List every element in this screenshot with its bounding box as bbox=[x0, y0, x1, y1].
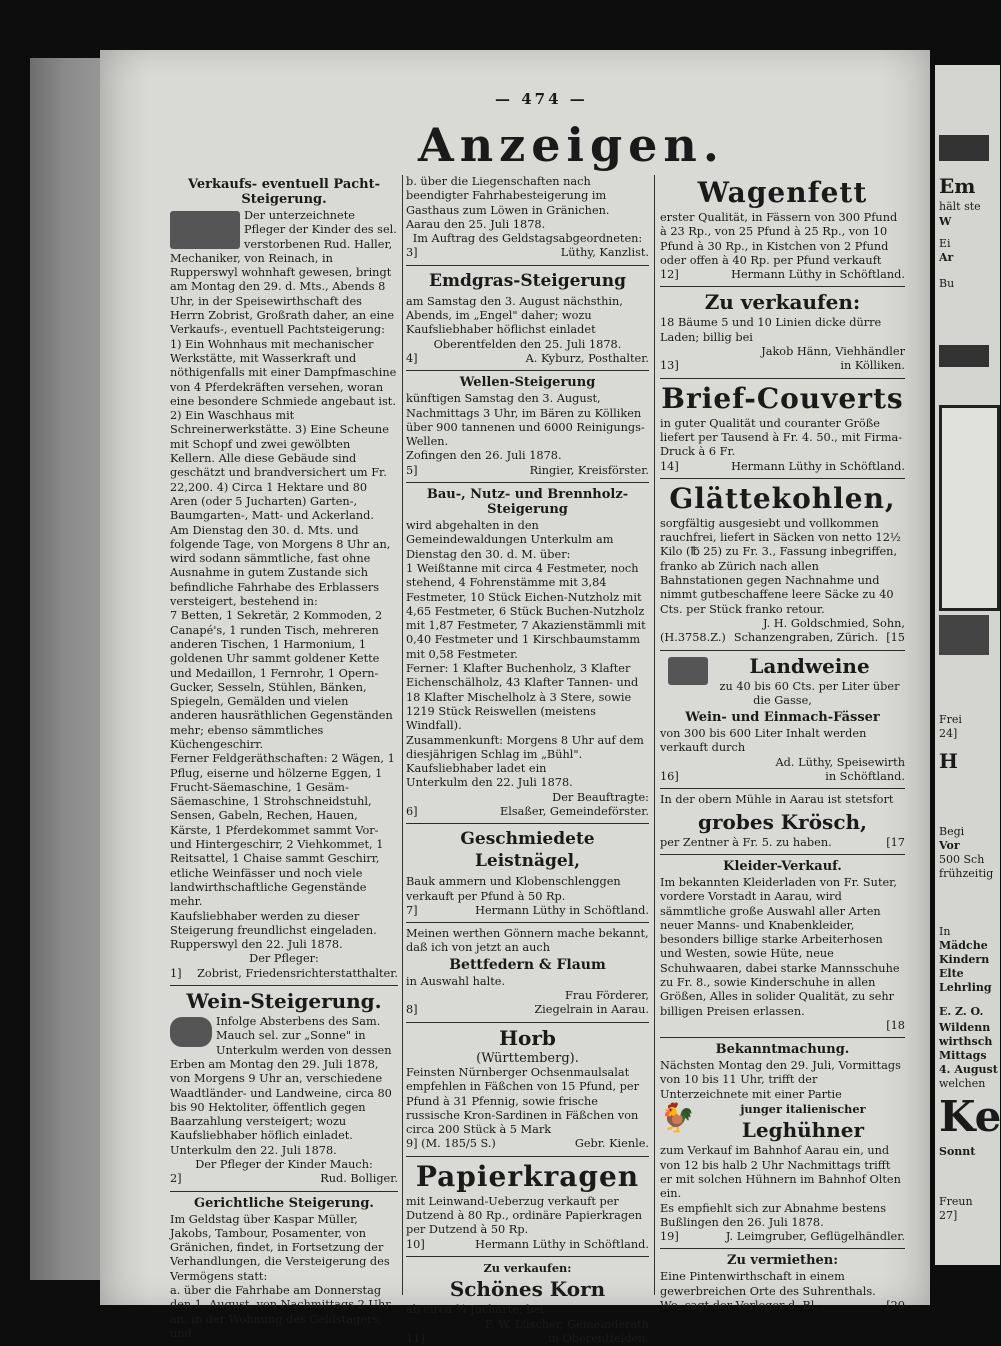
chicken-icon: 🐓 bbox=[660, 1101, 695, 1135]
barrel-icon bbox=[170, 1017, 212, 1047]
ad-separator bbox=[660, 1248, 905, 1249]
ad-text: Kaufsliebhaber ladet ein bbox=[406, 762, 547, 776]
ad-signature: Rud. Bolliger. bbox=[320, 1172, 398, 1186]
ad-number: 14] bbox=[660, 459, 679, 473]
adjacent-page-text: Frei bbox=[939, 713, 962, 726]
adjacent-page-image bbox=[939, 615, 989, 655]
adjacent-page-image bbox=[939, 135, 989, 161]
ad-13 bbox=[660, 291, 905, 373]
ad-signature: Hermann Lüthy in Schöftland. bbox=[731, 268, 905, 282]
ad-signature: J. Leimgruber, Geflügelhändler. bbox=[725, 1230, 905, 1244]
ad-separator bbox=[406, 265, 649, 266]
ad-text: 1) Ein Wohnhaus mit mechanischer Werkstätte, mit Wasserkraft und nöthigenfalls mit einer Dampfmaschine von 4 Pferdekräften versehen, woran eine besondere Schmiede angebaut ist. 2) Ein Waschhaus mit Schreinerwerkstätte. 3) Eine Scheune mit Schopf und zwei gewölbten Kellern. Alle diese Gebäude sind geschätzt und brandversichert um Fr. 22,200. 4) Circa 1 Hektare und 80 Aren (oder 5 Jucharten) Garten-, Baumgarten-, Matt- und Ackerland. bbox=[170, 337, 397, 523]
adjacent-page-text: Begi bbox=[939, 825, 965, 838]
ad-text: von 300 bis 600 Liter Inhalt werden verkauft durch bbox=[660, 727, 867, 755]
adjacent-page-image bbox=[939, 345, 989, 367]
adjacent-page-fragment bbox=[935, 65, 1000, 1265]
ad-signature: in Kölliken. bbox=[840, 359, 905, 373]
newspaper-page bbox=[100, 50, 930, 1345]
ad-number: [17 bbox=[886, 835, 905, 849]
ad-separator bbox=[660, 1037, 905, 1038]
ad-text: Nächsten Montag den 29. Juli, Vormittags von 10 bis 11 Uhr, trifft der Unterzeichnete mit einer Partie bbox=[660, 1059, 901, 1101]
ad-1 bbox=[170, 177, 398, 981]
ad-20 bbox=[660, 1253, 905, 1313]
ad-3 bbox=[170, 1196, 398, 1342]
ad-signature: in Schöftland. bbox=[825, 770, 905, 784]
ad-separator bbox=[406, 370, 649, 371]
column-divider bbox=[654, 175, 655, 1295]
adjacent-page-text: Bu bbox=[939, 277, 955, 290]
ad-title: Verkaufs- eventuell Pacht-Steigerung. bbox=[187, 177, 381, 207]
ad-date: Aarau den 25. Juli 1878. bbox=[406, 217, 546, 231]
ad-signature: Lüthy, Kanzlist. bbox=[560, 246, 649, 260]
column-2 bbox=[406, 175, 649, 1346]
ad-3-cont bbox=[406, 175, 649, 261]
ad-number: 12] bbox=[660, 268, 679, 282]
ad-separator bbox=[406, 482, 649, 483]
adjacent-page-text: 500 Sch bbox=[939, 853, 985, 866]
adjacent-page-text: Freun bbox=[939, 1195, 973, 1208]
ad-signature: Schanzengraben, Zürich. bbox=[733, 631, 879, 645]
ad-17 bbox=[660, 793, 905, 850]
ad-title: Kleider-Verkauf. bbox=[723, 858, 842, 874]
ad-8 bbox=[406, 927, 649, 1017]
ad-separator bbox=[406, 1022, 649, 1023]
ad-5 bbox=[406, 375, 649, 478]
ad-separator bbox=[660, 378, 905, 379]
ad-pretitle: Zu verkaufen: bbox=[483, 1260, 572, 1275]
adjacent-page-text: Sonnt bbox=[939, 1145, 976, 1158]
adjacent-page-text: Kindern bbox=[939, 953, 990, 966]
ad-signature: Hermann Lüthy in Schöftland. bbox=[731, 459, 905, 473]
ad-title: Landweine bbox=[749, 653, 870, 678]
adjacent-page-text: E. Z. O. bbox=[939, 1005, 984, 1018]
ad-number: 8] bbox=[406, 1003, 418, 1017]
ad-separator bbox=[406, 823, 649, 824]
adjacent-page-text: Ar bbox=[939, 251, 954, 264]
ad-signature: Hermann Lüthy in Schöftland. bbox=[475, 903, 649, 917]
barrel-icon bbox=[668, 657, 708, 685]
ad-number: [18 bbox=[886, 1018, 905, 1032]
ad-name: Frau Förderer, bbox=[564, 989, 649, 1003]
ad-text: am Samstag den 3. August nächsthin, Abends, im „Engel" daher; wozu Kaufsliebhaber höflichst einladet bbox=[406, 294, 623, 337]
ad-number: 19] bbox=[660, 1230, 679, 1244]
ad-title: grobes Krösch, bbox=[698, 809, 867, 834]
ad-text: in guter Qualität und couranter Größe liefert per Tausend à Fr. 4. 50., mit Firma-Druck à 6 Fr. bbox=[660, 416, 903, 459]
adjacent-page-text: In bbox=[939, 925, 951, 938]
ad-16 bbox=[660, 655, 905, 785]
ad-subtitle: (Württemberg). bbox=[476, 1050, 579, 1066]
ad-date: Zofingen den 26. Juli 1878. bbox=[406, 449, 562, 463]
adjacent-page-text: Em bbox=[939, 174, 976, 198]
masthead: Anzeigen. bbox=[418, 118, 725, 172]
ad-title: Geschmiedete Leistnägel, bbox=[460, 829, 595, 872]
ad-signature: Ziegelrain in Aarau. bbox=[534, 1003, 649, 1017]
ad-number: 7] bbox=[406, 903, 418, 917]
ad-separator bbox=[660, 854, 905, 855]
ad-separator bbox=[660, 286, 905, 287]
ad-code: (H.3758.Z.) bbox=[660, 631, 726, 645]
adjacent-page-text: Vor bbox=[939, 839, 960, 852]
adjacent-page-text: 27] bbox=[939, 1209, 958, 1222]
ad-number: 2] bbox=[170, 1172, 182, 1186]
ad-title: Schönes Korn bbox=[449, 1277, 606, 1302]
ad-signature: Elsaßer, Gemeindeförster. bbox=[499, 804, 649, 818]
ad-role: Der Beauftragte: bbox=[552, 790, 649, 804]
adjacent-page-text: Lehrling bbox=[939, 981, 992, 994]
ad-number: 9] (M. 185/5 S.) bbox=[406, 1137, 496, 1151]
ad-text: Feinsten Nürnberger Ochsenmaulsalat empfehlen in Fäßchen von 15 Pfund, per Pfund à 31 Pfennig, sowie frische russische Kron-Sardinen in Fäßchen von circa 200 Stück à 5 Mark bbox=[406, 1065, 640, 1137]
ad-19 bbox=[660, 1042, 905, 1244]
ad-text: per Zentner à Fr. 5. zu haben. bbox=[660, 835, 832, 849]
ad-title: junger italienischer bbox=[740, 1102, 866, 1117]
ad-text: Infolge Absterbens des Sam. Mauch sel. zur „Sonne" in Unterkulm werden von dessen Erben am Montag den 29. Juli 1878, von Morgens 9 Uhr an, verschiedene Waadtländer- und Landweine, circa 80 bis 90 Hektoliter, öffentlich gegen Baarzahlung versteigert; wozu Kaufsliebhaber höflich einladet. bbox=[170, 1015, 392, 1143]
ad-text: mit Leinwand-Ueberzug verkauft per Dutzend à 80 Rp., ordinäre Papierkragen per Dutzend à 50 Rp. bbox=[406, 1194, 643, 1237]
ad-title: Emdgras-Steigerung bbox=[429, 270, 626, 291]
ad-2 bbox=[170, 990, 398, 1187]
ad-11 bbox=[406, 1261, 649, 1346]
column-divider bbox=[402, 175, 403, 1295]
ad-number: 6] bbox=[406, 804, 418, 818]
ad-4 bbox=[406, 270, 649, 366]
adjacent-page-text: Wildenn bbox=[939, 1021, 991, 1034]
ad-18 bbox=[660, 859, 905, 1033]
ad-text: In der obern Mühle in Aarau ist stetsfort bbox=[660, 793, 894, 807]
ad-title: Wagenfett bbox=[697, 176, 868, 209]
ad-name: Jakob Hänn, Viehhändler bbox=[761, 345, 905, 359]
ad-role: Der Pfleger: bbox=[249, 952, 319, 966]
adjacent-page-text: wirthsch bbox=[939, 1035, 993, 1048]
ad-title: Leghühner bbox=[741, 1118, 865, 1143]
adjacent-page-text: hält ste bbox=[939, 200, 981, 213]
ad-text: in Auswahl halte. bbox=[406, 974, 506, 988]
ad-text: Eine Pintenwirthschaft in einem gewerbreichen Orte des Suhrenthals. bbox=[660, 1270, 876, 1298]
ad-title: Bau-, Nutz- und Brennholz-Steigerung bbox=[426, 487, 629, 518]
adjacent-page-text: 4. August bbox=[939, 1063, 998, 1076]
ad-separator bbox=[406, 922, 649, 923]
ad-separator bbox=[660, 650, 905, 651]
ad-name: J. H. Goldschmied, Sohn, bbox=[762, 616, 905, 630]
ad-number: 5] bbox=[406, 463, 418, 477]
ad-text: sorgfältig ausgesiebt und vollkommen rauchfrei, liefert in Säcken von netto 12½ Kilo (℔ 25) zu Fr. 3., Fassung inbegriffen, franko ab Zürich nach allen Bahnstationen gegen Nachnahme und nimmt gutbeschaffene leere Säcke zu 40 Cts. per Stück franko retour. bbox=[660, 516, 901, 616]
ad-separator bbox=[660, 478, 905, 479]
ad-text: 7 Betten, 1 Sekretär, 2 Kommoden, 2 Canapé's, 1 runden Tisch, mehreren anderen Tischen, 1 Harmonium, 1 goldenen Uhr sammt goldener Kette und Medaillon, 1 Fernrohr, 1 Opern-Gucker, Sesseln, Stühlen, Bänken, Spiegeln, Gemälden und vielen anderen hausräthlichen Gegenständen mehr; ebenso sämmtliches Küchengeschirr. bbox=[170, 609, 393, 751]
ad-text: Ferner: 1 Klafter Buchenholz, 3 Klafter Eichenschälholz, 43 Klafter Tannen- und 18 Klafter Mischelholz à 3 Stere, sowie 1219 Stück Reiswellen (meistens Windfall). bbox=[406, 662, 639, 733]
ad-text: Im bekannten Kleiderladen von Fr. Suter, vordere Vorstadt in Aarau, wird sämmtliche große Auswahl aller Arten neuer Manns- und Knabenkleider, besonders billige starke Arbeiterhosen und Westen, sowie Hüte, neue Schuhwaaren, dabei starke Mannsschuhe zu Fr. 8., sowie Kinderschuhe in allen Größen, Alles in solider Qualität, zu sehr billigen Preisen erlassen. bbox=[660, 875, 900, 1018]
page-number: — 474 — bbox=[495, 90, 588, 108]
adjacent-page-text: Mittags bbox=[939, 1049, 987, 1062]
ad-separator bbox=[406, 1256, 649, 1257]
ad-separator bbox=[170, 1191, 398, 1192]
ad-date: Unterkulm den 22. Juli 1878. bbox=[170, 1143, 337, 1157]
ad-10 bbox=[406, 1161, 649, 1252]
ad-text: Wo, sagt der Verleger d. Bl. bbox=[660, 1299, 818, 1313]
ad-signature: Gebr. Kienle. bbox=[574, 1137, 649, 1151]
adjacent-page-text: Elte bbox=[939, 967, 964, 980]
ad-number: 13] bbox=[660, 359, 679, 373]
ad-text: 1 Weißtanne mit circa 4 Festmeter, noch stehend, 4 Fohrenstämme mit 3,84 Festmeter, 10 Stück Eichen-Nutzholz mit 4,65 Festmeter, 6 Stück Buchen-Nutzholz mit 1,87 Festmeter, 7 Akazienstämmli mit 0,40 Festmeter und 1 Kirschbaumstamm mit 0,58 Festmeter. bbox=[406, 561, 646, 661]
ad-title: Horb bbox=[499, 1025, 556, 1050]
ad-text: Zusammenkunft: Morgens 8 Uhr auf dem diesjährigen Schlag im „Bühl". bbox=[406, 733, 644, 761]
ad-text: erster Qualität, in Fässern von 300 Pfund à 23 Rp., von 25 Pfund à 25 Rp., von 10 Pfund à 30 Rp., in Kistchen von 2 Pfund oder offen à 40 Rp. per Pfund verkauft bbox=[660, 211, 898, 267]
ad-text: Kaufsliebhaber werden zu dieser Steigerung freundlichst eingeladen. bbox=[170, 909, 377, 937]
ad-name: Ad. Lüthy, Speisewirth bbox=[775, 755, 905, 769]
adjacent-page-text: H bbox=[939, 749, 958, 773]
ad-title: Zu verkaufen: bbox=[704, 290, 861, 315]
ad-text: b. über die Liegenschaften nach beendigter Fahrhabesteigerung im Gasthaus zum Löwen in Gränichen. bbox=[406, 175, 610, 217]
ad-number: 4] bbox=[406, 351, 418, 365]
ad-6 bbox=[406, 487, 649, 819]
ad-text: wird abgehalten in den Gemeindewaldungen Unterkulm am Dienstag den 30. d. M. über: bbox=[406, 519, 614, 561]
adjacent-page-text: welchen bbox=[939, 1077, 986, 1090]
ad-date: Bußlingen den 26. Juli 1878. bbox=[660, 1215, 824, 1229]
ad-text: zu 40 bis 60 Cts. per Liter über die Gasse, bbox=[719, 679, 900, 707]
ad-text: Am Dienstag den 30. d. Mts. und folgende Tage, von Morgens 8 Uhr an, wird sodann sämmtliche, fast ohne Ausnahme in gutem Zustande sich befindliche Fahrhabe des Erblassers versteigert, bestehend in: bbox=[170, 523, 391, 609]
ad-title: Brief-Couverts bbox=[661, 381, 904, 415]
ad-number: 3] bbox=[406, 246, 418, 260]
ad-date: Oberentfelden den 25. Juli 1878. bbox=[433, 337, 622, 351]
ad-number: 1] bbox=[170, 966, 182, 980]
adjacent-page-text: W bbox=[939, 215, 952, 228]
adjacent-page-text: Ke bbox=[939, 1092, 1001, 1141]
ad-signature: Hermann Lüthy in Schöftland. bbox=[475, 1237, 649, 1251]
ad-text: Meinen werthen Gönnern mache bekannt, daß ich von jetzt an auch bbox=[406, 927, 649, 955]
adjacent-page-text: frühzeitig bbox=[939, 867, 994, 880]
ad-text: a. über die Fahrhabe am Donnerstag den 1. August, von Nachmittags 2 Uhr an, in der Wohnung des Geldstagers; und bbox=[170, 1284, 391, 1340]
column-3 bbox=[660, 175, 905, 1313]
ad-number: 16] bbox=[660, 770, 679, 784]
ad-signature: Ringier, Kreisförster. bbox=[529, 463, 649, 477]
ad-text: 18 Bäume 5 und 10 Linien dicke dürre Laden; billig bei bbox=[660, 316, 882, 344]
ad-signature: A. Kyburz, Posthalter. bbox=[525, 351, 649, 365]
ad-text: ab circa ¾ Jucharte; bei bbox=[406, 1303, 544, 1317]
ad-title: Zu vermiethen: bbox=[726, 1253, 839, 1269]
ad-9 bbox=[406, 1027, 649, 1152]
ad-number: 11] bbox=[406, 1331, 425, 1345]
ad-role: Der Pfleger der Kinder Mauch: bbox=[195, 1158, 373, 1171]
ad-text: Es empfiehlt sich zur Abnahme bestens bbox=[660, 1201, 887, 1215]
ad-title: Glättekohlen, bbox=[669, 481, 896, 515]
ad-12 bbox=[660, 177, 905, 282]
ad-14 bbox=[660, 383, 905, 474]
ad-date: Rupperswyl den 22. Juli 1878. bbox=[170, 938, 343, 952]
ad-date: Unterkulm den 22. Juli 1878. bbox=[406, 776, 573, 790]
ad-15 bbox=[660, 483, 905, 646]
ad-title: Papierkragen bbox=[415, 1159, 640, 1193]
ad-separator bbox=[170, 985, 398, 986]
ad-text: Ferner Feldgeräthschaften: 2 Wägen, 1 Pflug, eiserne und hölzerne Eggen, 1 Frucht-Säemaschine, 1 Gesäm-Säemaschine, 1 Strohschneidstuhl, Sensen, Gabeln, Rechen, Hauen, Kärste, 1 Pferdekommet sammt Vor- und Hintergeschirr, 2 Viehkommet, 1 Reitsattel, 1 Chaise sammt Geschirr, etliche Weinfässer und noch viele landwirthschaftliche Gegenstände mehr. bbox=[170, 752, 395, 909]
ad-signature: Zobrist, Friedensrichterstatthalter. bbox=[197, 966, 398, 980]
ad-separator bbox=[660, 788, 905, 789]
ad-number: 10] bbox=[406, 1237, 425, 1251]
ad-title: Bettfedern & Flaum bbox=[449, 956, 606, 973]
ad-text: Der unterzeichnete Pfleger der Kinder des sel. verstorbenen Rud. Haller, Mechaniker, von Reinach, in Rupperswyl wohnhaft gewesen, bringt am Montag den 29. d. Mts., Abends 8 Uhr, in der Speisewirthschaft des Herrn Zobrist, Großrath daher, an eine Verkaufs-, eventuell Pachtsteigerung: bbox=[170, 209, 397, 337]
adjacent-page-framed-ad bbox=[939, 405, 1000, 611]
ad-title: Wein-Steigerung. bbox=[186, 989, 382, 1014]
house-icon bbox=[170, 211, 240, 249]
ad-text: Im Geldstag über Kaspar Müller, Jakobs, Tambour, Posamenter, von Gränichen, findet, in Fortsetzung der Verhandlungen, die Versteigerung des Vermögens statt: bbox=[170, 1212, 390, 1283]
ad-title: Wein- und Einmach-Fässer bbox=[685, 710, 880, 726]
ad-name: F. W. Lüscher, Gemeinderath bbox=[484, 1317, 649, 1331]
ad-separator bbox=[406, 1156, 649, 1157]
ad-title: Bekanntmachung. bbox=[715, 1042, 850, 1058]
adjacent-page-text: Mädche bbox=[939, 939, 988, 952]
ad-title: Wellen-Steigerung bbox=[459, 375, 596, 391]
ad-title: Gerichtliche Steigerung. bbox=[194, 1195, 374, 1211]
ad-signature: in Oberentfelden. bbox=[548, 1331, 649, 1345]
ad-text: künftigen Samstag den 3. August, Nachmittags 3 Uhr, im Bären zu Kölliken über 900 tannenen und 6000 Reinigungs-Wellen. bbox=[406, 392, 645, 449]
column-1 bbox=[170, 175, 398, 1341]
ad-7 bbox=[406, 828, 649, 918]
ad-number: [15 bbox=[886, 631, 905, 645]
ad-text: Bauk ammern und Klobenschlenggen verkauft per Pfund à 50 Rp. bbox=[406, 875, 621, 903]
ad-number: [20 bbox=[886, 1299, 905, 1313]
adjacent-page-text: Ei bbox=[939, 237, 951, 250]
adjacent-page-text: 24] bbox=[939, 727, 958, 740]
ad-role: Im Auftrag des Geldstagsabgeordneten: bbox=[412, 232, 643, 246]
ad-text: zum Verkauf im Bahnhof Aarau ein, und von 12 bis halb 2 Uhr Nachmittags trifft er mit solchen Hühnern im Bahnhof Olten ein. bbox=[660, 1144, 901, 1201]
